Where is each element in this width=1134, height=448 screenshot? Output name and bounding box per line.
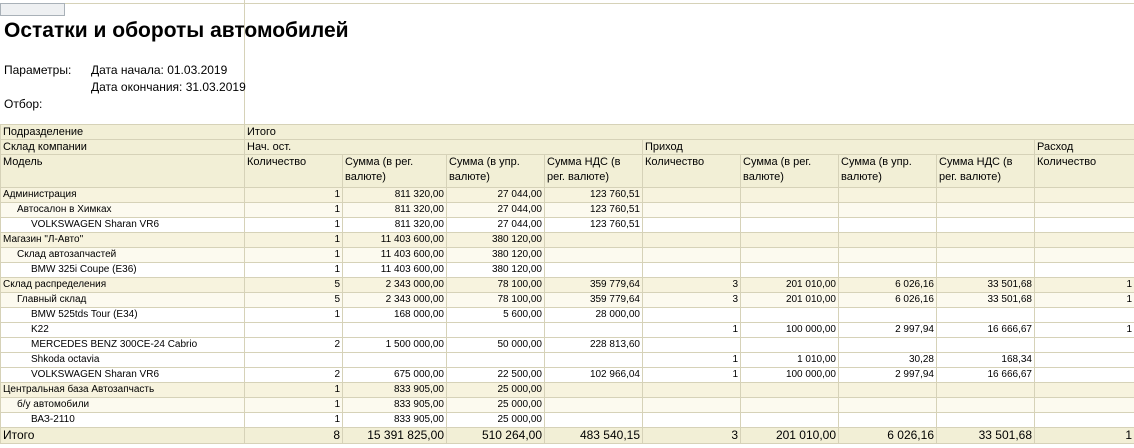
table-cell: 25 000,00 bbox=[447, 383, 545, 398]
table-cell bbox=[839, 188, 937, 203]
table-cell bbox=[937, 218, 1035, 233]
table-cell: 5 bbox=[245, 278, 343, 293]
column-header: Сумма НДС (в рег. валюте) bbox=[545, 155, 643, 188]
table-cell bbox=[643, 398, 741, 413]
table-cell bbox=[447, 323, 545, 338]
table-cell: 11 403 600,00 bbox=[343, 233, 447, 248]
table-cell: 3 bbox=[643, 278, 741, 293]
table-cell bbox=[839, 233, 937, 248]
table-cell bbox=[643, 188, 741, 203]
table-cell: 833 905,00 bbox=[343, 383, 447, 398]
table-cell: 1 bbox=[245, 308, 343, 323]
table-cell bbox=[937, 188, 1035, 203]
table-cell bbox=[643, 203, 741, 218]
table-cell: 168 000,00 bbox=[343, 308, 447, 323]
table-cell: 1 bbox=[245, 398, 343, 413]
column-header: Количество bbox=[643, 155, 741, 188]
table-row[interactable] bbox=[1, 338, 1134, 353]
table-cell bbox=[839, 398, 937, 413]
table-cell bbox=[937, 413, 1035, 428]
table-cell bbox=[643, 383, 741, 398]
table-cell: 123 760,51 bbox=[545, 218, 643, 233]
total-label: Итого bbox=[1, 428, 245, 444]
table-row[interactable] bbox=[1, 308, 1134, 323]
table-cell: 811 320,00 bbox=[343, 188, 447, 203]
table-row[interactable] bbox=[1, 188, 1134, 203]
table-cell: 228 813,60 bbox=[545, 338, 643, 353]
table-row[interactable] bbox=[1, 263, 1134, 278]
total-cell: 3 bbox=[643, 428, 741, 444]
table-cell bbox=[741, 248, 839, 263]
table-cell bbox=[839, 413, 937, 428]
table-cell bbox=[839, 383, 937, 398]
table-cell bbox=[937, 383, 1035, 398]
table-cell bbox=[643, 218, 741, 233]
table-cell: 675 000,00 bbox=[343, 368, 447, 383]
table-cell bbox=[937, 248, 1035, 263]
column-header: Сумма (в упр. валюте) bbox=[447, 155, 545, 188]
column-header: Сумма НДС (в рег. валюте) bbox=[937, 155, 1035, 188]
table-cell: 359 779,64 bbox=[545, 278, 643, 293]
table-cell: 2 997,94 bbox=[839, 368, 937, 383]
total-cell: 1 bbox=[1035, 428, 1134, 444]
table-row[interactable] bbox=[1, 353, 1134, 368]
total-cell: 8 bbox=[245, 428, 343, 444]
header-model: Модель bbox=[1, 155, 245, 188]
table-cell: 811 320,00 bbox=[343, 218, 447, 233]
table-cell bbox=[1035, 383, 1134, 398]
table-cell bbox=[1035, 398, 1134, 413]
table-cell: 380 120,00 bbox=[447, 233, 545, 248]
column-header: Сумма (в рег. валюте) bbox=[741, 155, 839, 188]
table-cell bbox=[545, 383, 643, 398]
table-cell bbox=[343, 323, 447, 338]
table-cell bbox=[643, 338, 741, 353]
table-cell: 78 100,00 bbox=[447, 293, 545, 308]
table-cell bbox=[447, 353, 545, 368]
table-row[interactable] bbox=[1, 383, 1134, 398]
table-cell bbox=[741, 308, 839, 323]
table-cell bbox=[839, 338, 937, 353]
table-cell: 1 bbox=[245, 383, 343, 398]
table-cell: 33 501,68 bbox=[937, 278, 1035, 293]
table-row[interactable] bbox=[1, 248, 1134, 263]
table-cell: 25 000,00 bbox=[447, 413, 545, 428]
table-cell bbox=[741, 203, 839, 218]
table-row[interactable] bbox=[1, 233, 1134, 248]
table-cell bbox=[1035, 203, 1134, 218]
table-cell bbox=[1035, 233, 1134, 248]
table-cell bbox=[839, 203, 937, 218]
column-header: Количество bbox=[245, 155, 343, 188]
header-expense: Расход bbox=[1035, 140, 1134, 155]
params-label: Параметры: bbox=[4, 63, 72, 77]
table-cell bbox=[1035, 248, 1134, 263]
table-row[interactable] bbox=[1, 323, 1134, 338]
table-cell bbox=[1035, 188, 1134, 203]
table-row[interactable] bbox=[1, 203, 1134, 218]
table-cell bbox=[545, 248, 643, 263]
row-label: VOLKSWAGEN Sharan VR6 bbox=[1, 218, 245, 233]
table-cell bbox=[545, 413, 643, 428]
table-cell: 380 120,00 bbox=[447, 248, 545, 263]
report-title: Остатки и обороты автомобилей bbox=[4, 19, 349, 42]
table-cell: 11 403 600,00 bbox=[343, 263, 447, 278]
table-cell bbox=[1035, 308, 1134, 323]
table-cell: 16 666,67 bbox=[937, 368, 1035, 383]
table-cell: 3 bbox=[643, 293, 741, 308]
filter-label: Отбор: bbox=[4, 97, 43, 111]
table-cell: 1 bbox=[245, 218, 343, 233]
table-cell bbox=[545, 233, 643, 248]
table-cell: 2 bbox=[245, 368, 343, 383]
table-row[interactable] bbox=[1, 413, 1134, 428]
row-label: Центральная база Автозапчасть bbox=[1, 383, 245, 398]
table-cell: 11 403 600,00 bbox=[343, 248, 447, 263]
table-cell bbox=[245, 353, 343, 368]
header-total: Итого bbox=[245, 125, 1134, 140]
table-cell: 2 343 000,00 bbox=[343, 278, 447, 293]
table-cell: 16 666,67 bbox=[937, 323, 1035, 338]
total-cell: 15 391 825,00 bbox=[343, 428, 447, 444]
table-cell: 6 026,16 bbox=[839, 293, 937, 308]
row-label: Администрация bbox=[1, 188, 245, 203]
table-cell: 1 bbox=[245, 413, 343, 428]
table-cell bbox=[245, 323, 343, 338]
table-cell bbox=[741, 233, 839, 248]
table-cell: 1 bbox=[245, 248, 343, 263]
table-cell: 2 bbox=[245, 338, 343, 353]
toolbar-button[interactable] bbox=[0, 3, 65, 16]
table-cell bbox=[1035, 413, 1134, 428]
row-label: Склад распределения bbox=[1, 278, 245, 293]
table-cell bbox=[643, 263, 741, 278]
table-cell: 833 905,00 bbox=[343, 398, 447, 413]
table-cell bbox=[937, 338, 1035, 353]
table-cell: 1 bbox=[245, 203, 343, 218]
header-division: Подразделение bbox=[1, 125, 245, 140]
table-cell bbox=[545, 263, 643, 278]
table-cell bbox=[839, 248, 937, 263]
table-cell: 1 500 000,00 bbox=[343, 338, 447, 353]
table-cell: 1 bbox=[643, 353, 741, 368]
table-cell bbox=[545, 353, 643, 368]
table-cell bbox=[643, 413, 741, 428]
table-cell: 22 500,00 bbox=[447, 368, 545, 383]
column-header: Сумма (в рег. валюте) bbox=[343, 155, 447, 188]
table-cell: 6 026,16 bbox=[839, 278, 937, 293]
table-cell: 33 501,68 bbox=[937, 293, 1035, 308]
table-cell bbox=[545, 323, 643, 338]
row-label: Shkoda octavia bbox=[1, 353, 245, 368]
table-cell: 1 bbox=[245, 233, 343, 248]
table-cell bbox=[937, 263, 1035, 278]
table-cell: 27 044,00 bbox=[447, 188, 545, 203]
table-cell bbox=[741, 398, 839, 413]
table-cell bbox=[741, 413, 839, 428]
table-cell bbox=[741, 338, 839, 353]
table-cell: 1 bbox=[245, 263, 343, 278]
row-label: б/у автомобили bbox=[1, 398, 245, 413]
table-row[interactable] bbox=[1, 398, 1134, 413]
row-label: BMW 325i Coupe (E36) bbox=[1, 263, 245, 278]
report-table bbox=[0, 124, 1134, 444]
table-cell bbox=[343, 353, 447, 368]
table-cell: 359 779,64 bbox=[545, 293, 643, 308]
table-cell: 833 905,00 bbox=[343, 413, 447, 428]
header-warehouse: Склад компании bbox=[1, 140, 245, 155]
table-cell: 123 760,51 bbox=[545, 188, 643, 203]
table-cell bbox=[1035, 338, 1134, 353]
table-cell: 201 010,00 bbox=[741, 278, 839, 293]
table-cell: 380 120,00 bbox=[447, 263, 545, 278]
table-cell: 168,34 bbox=[937, 353, 1035, 368]
table-cell: 28 000,00 bbox=[545, 308, 643, 323]
row-label: MERCEDES BENZ 300CE-24 Cabrio bbox=[1, 338, 245, 353]
table-cell: 1 bbox=[1035, 293, 1134, 308]
table-cell bbox=[839, 218, 937, 233]
table-cell bbox=[937, 233, 1035, 248]
table-cell: 1 bbox=[1035, 323, 1134, 338]
table-cell: 27 044,00 bbox=[447, 218, 545, 233]
column-header: Количество bbox=[1035, 155, 1134, 188]
table-cell: 25 000,00 bbox=[447, 398, 545, 413]
table-cell: 5 600,00 bbox=[447, 308, 545, 323]
table-cell: 102 966,04 bbox=[545, 368, 643, 383]
table-cell bbox=[937, 398, 1035, 413]
table-cell bbox=[937, 203, 1035, 218]
table-cell: 123 760,51 bbox=[545, 203, 643, 218]
table-cell: 1 bbox=[643, 368, 741, 383]
total-cell: 510 264,00 bbox=[447, 428, 545, 444]
table-row[interactable] bbox=[1, 218, 1134, 233]
header-opening-balance: Нач. ост. bbox=[245, 140, 643, 155]
table-cell: 1 010,00 bbox=[741, 353, 839, 368]
table-cell bbox=[741, 383, 839, 398]
table-row[interactable] bbox=[1, 278, 1134, 293]
row-label: VOLKSWAGEN Sharan VR6 bbox=[1, 368, 245, 383]
table-cell bbox=[741, 188, 839, 203]
table-cell: 5 bbox=[245, 293, 343, 308]
total-cell: 6 026,16 bbox=[839, 428, 937, 444]
table-cell: 1 bbox=[643, 323, 741, 338]
table-cell: 78 100,00 bbox=[447, 278, 545, 293]
table-cell bbox=[839, 308, 937, 323]
table-cell bbox=[1035, 218, 1134, 233]
table-cell: 2 343 000,00 bbox=[343, 293, 447, 308]
date-start: Дата начала: 01.03.2019 bbox=[91, 63, 228, 77]
total-row[interactable] bbox=[1, 428, 1134, 444]
total-cell: 483 540,15 bbox=[545, 428, 643, 444]
table-row[interactable] bbox=[1, 293, 1134, 308]
row-label: Магазин "Л-Авто" bbox=[1, 233, 245, 248]
table-cell bbox=[741, 218, 839, 233]
table-cell bbox=[643, 308, 741, 323]
table-cell: 100 000,00 bbox=[741, 323, 839, 338]
date-end: Дата окончания: 31.03.2019 bbox=[91, 80, 246, 94]
row-label: Главный склад bbox=[1, 293, 245, 308]
table-cell bbox=[1035, 353, 1134, 368]
table-cell bbox=[1035, 368, 1134, 383]
table-cell bbox=[643, 248, 741, 263]
table-cell: 30,28 bbox=[839, 353, 937, 368]
total-cell: 33 501,68 bbox=[937, 428, 1035, 444]
table-cell bbox=[741, 263, 839, 278]
table-cell: 811 320,00 bbox=[343, 203, 447, 218]
table-cell bbox=[937, 308, 1035, 323]
row-label: Автосалон в Химках bbox=[1, 203, 245, 218]
row-label: BMW 525tds Tour (E34) bbox=[1, 308, 245, 323]
header-income: Приход bbox=[643, 140, 1035, 155]
table-cell: 2 997,94 bbox=[839, 323, 937, 338]
row-label: K22 bbox=[1, 323, 245, 338]
table-cell bbox=[545, 398, 643, 413]
table-cell: 100 000,00 bbox=[741, 368, 839, 383]
row-label: Склад автозапчастей bbox=[1, 248, 245, 263]
table-cell: 1 bbox=[1035, 278, 1134, 293]
column-header: Сумма (в упр. валюте) bbox=[839, 155, 937, 188]
table-cell: 201 010,00 bbox=[741, 293, 839, 308]
row-label: ВАЗ-2110 bbox=[1, 413, 245, 428]
table-cell bbox=[839, 263, 937, 278]
table-cell: 1 bbox=[245, 188, 343, 203]
table-cell: 27 044,00 bbox=[447, 203, 545, 218]
table-cell bbox=[643, 233, 741, 248]
table-cell bbox=[1035, 263, 1134, 278]
total-cell: 201 010,00 bbox=[741, 428, 839, 444]
table-row[interactable] bbox=[1, 368, 1134, 383]
table-cell: 50 000,00 bbox=[447, 338, 545, 353]
